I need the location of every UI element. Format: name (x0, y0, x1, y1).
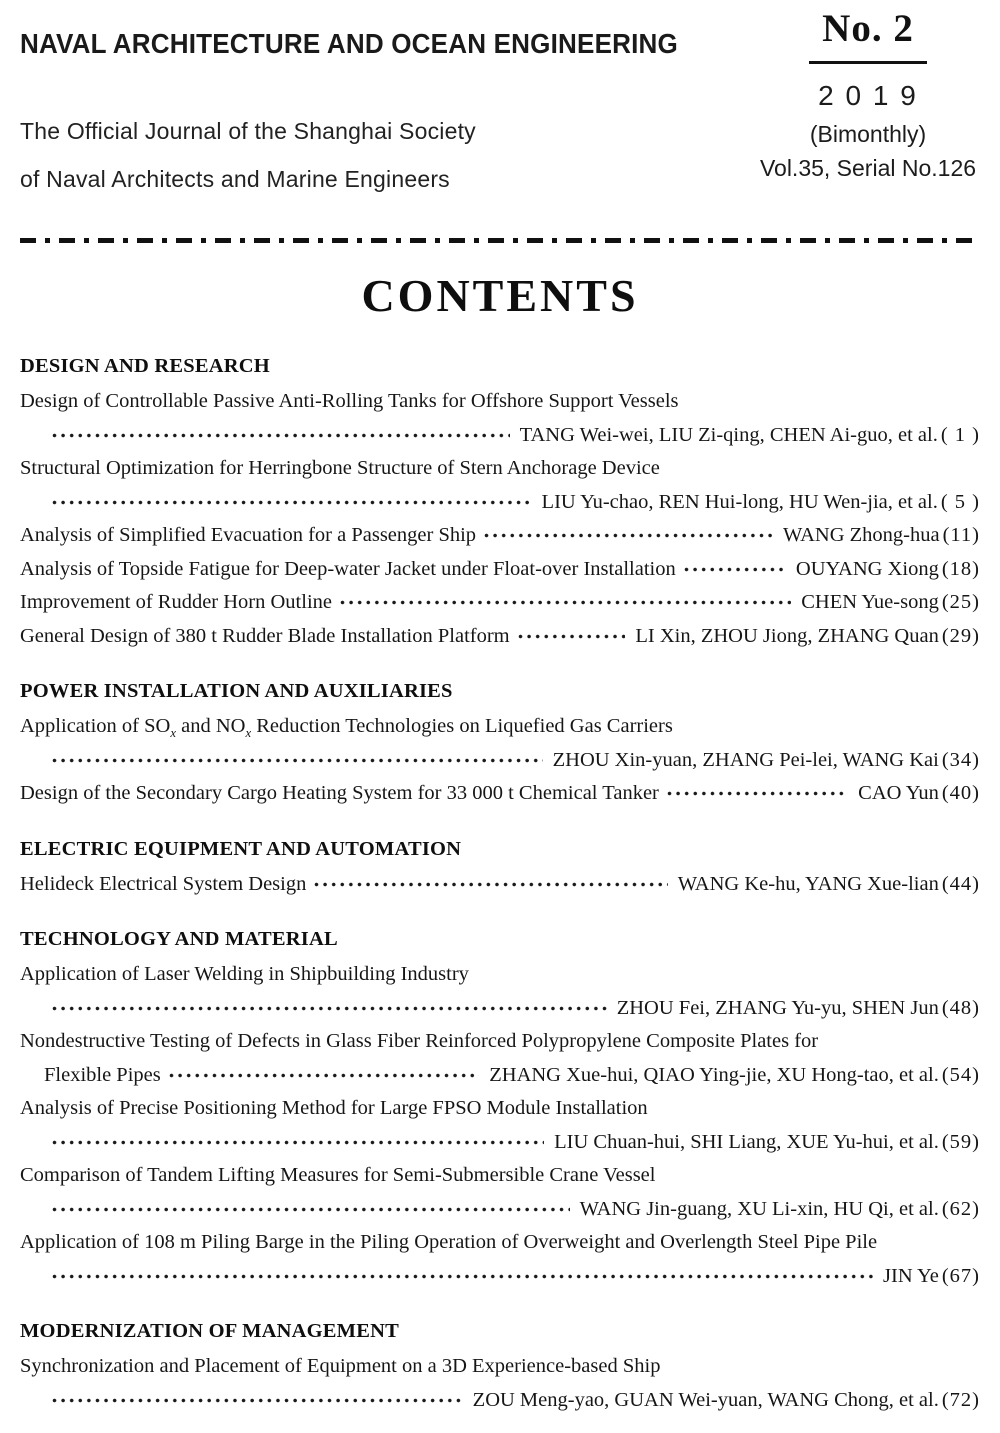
toc-entry-title-line (20, 1226, 980, 1260)
entry-page: (48) (941, 996, 980, 1019)
leader-dots (484, 533, 773, 538)
toc-entry-author-line (20, 1384, 980, 1418)
leader-dots (52, 1398, 463, 1403)
entry-title: Design of the Secondary Cargo Heating System for 33 000 t Chemical Tanker (20, 782, 659, 804)
leader-dots (314, 882, 667, 887)
leader-dots (340, 600, 791, 605)
entry-authors: WANG Zhong-hua (783, 524, 940, 546)
toc-section (20, 677, 980, 811)
toc-entry-author-line (20, 744, 980, 778)
leader-dots (52, 1140, 544, 1145)
toc-entry-title-line (20, 452, 980, 486)
entry-title: Analysis of Topside Fatigue for Deep-water Jacket under Float-over Installation (20, 557, 676, 580)
entry-page: (25) (941, 591, 980, 613)
leader-dots (667, 791, 848, 796)
entry-page: (29) (941, 624, 980, 647)
toc-entry-title-line (20, 385, 980, 419)
journal-subtitle-line1: The Official Journal of the Shanghai Society (20, 118, 476, 144)
entry-title: Synchronization and Placement of Equipment on a 3D Experience-based Ship (20, 1355, 661, 1377)
leader-dots (518, 634, 626, 639)
dash-dot-divider (20, 238, 980, 243)
entry-title: Comparison of Tandem Lifting Measures for Semi-Submersible Crane Vessel (20, 1164, 656, 1186)
toc-entry (20, 620, 980, 654)
contents-title: CONTENTS (361, 270, 639, 321)
section-heading: MODERNIZATION OF MANAGEMENT (20, 1320, 399, 1342)
toc-entry (20, 586, 980, 620)
toc-entry-author-line (20, 1126, 980, 1160)
toc-entry-author-line (20, 1260, 980, 1294)
entry-title: Application of Laser Welding in Shipbuilding Industry (20, 963, 469, 985)
entry-authors: LI Xin, ZHOU Jiong, ZHANG Quan (635, 624, 939, 647)
entry-authors: ZHANG Xue-hui, QIAO Ying-jie, XU Hong-tao, et al. (489, 1063, 939, 1086)
journal-subtitle-line2: of Naval Architects and Marine Engineers (20, 166, 450, 192)
issue-block (738, 6, 998, 182)
entry-authors: ZHOU Xin-yuan, ZHANG Pei-lei, WANG Kai (552, 748, 939, 771)
section-heading: ELECTRIC EQUIPMENT AND AUTOMATION (20, 837, 462, 860)
issue-underline (809, 61, 927, 64)
issue-number: No. 2 (822, 7, 914, 50)
leader-dots (52, 433, 510, 438)
entry-authors: LIU Chuan-hui, SHI Liang, XUE Yu-hui, et al. (554, 1130, 939, 1153)
toc-entry (20, 519, 980, 553)
entry-title: Analysis of Precise Positioning Method for Large FPSO Module Installation (20, 1097, 648, 1119)
entry-authors: ZOU Meng-yao, GUAN Wei-yuan, WANG Chong, et al. (472, 1388, 939, 1411)
entry-page: (67) (941, 1264, 980, 1287)
subscript: x (245, 726, 252, 741)
leader-dots (169, 1073, 480, 1078)
entry-authors: ZHOU Fei, ZHANG Yu-yu, SHEN Jun (616, 996, 939, 1019)
publication-year: 2 0 1 9 (818, 80, 918, 111)
toc-entry-title-line (20, 1159, 980, 1193)
entry-authors: WANG Jin-guang, XU Li-xin, HU Qi, et al. (579, 1197, 939, 1220)
toc-section (20, 1317, 980, 1417)
toc-entry (20, 777, 980, 811)
entry-title: Analysis of Simplified Evacuation for a Passenger Ship (20, 524, 477, 546)
section-heading: POWER INSTALLATION AND AUXILIARIES (20, 680, 453, 702)
leader-dots (684, 567, 786, 572)
entry-title: Improvement of Rudder Horn Outline (20, 591, 332, 613)
toc-entry (20, 553, 980, 587)
entry-title: General Design of 380 t Rudder Blade Installation Platform (20, 624, 510, 647)
entry-page: (54) (941, 1063, 980, 1086)
entry-title: Design of Controllable Passive Anti-Rolling Tanks for Offshore Support Vessels (20, 390, 679, 412)
entry-title: Nondestructive Testing of Defects in Glass Fiber Reinforced Polypropylene Composite Plates for (20, 1030, 819, 1052)
journal-title: NAVAL ARCHITECTURE AND OCEAN ENGINEERING (20, 28, 678, 59)
section-heading: DESIGN AND RESEARCH (20, 355, 270, 377)
toc-entry-author-line (20, 1193, 980, 1227)
entry-page: ( 1 ) (940, 423, 980, 446)
journal-header (20, 0, 980, 238)
entry-title: Structural Optimization for Herringbone Structure of Stern Anchorage Device (20, 457, 660, 479)
leader-dots (52, 758, 543, 763)
entry-authors: WANG Ke-hu, YANG Xue-lian (677, 872, 939, 895)
toc-entry (20, 868, 980, 902)
toc-entry-author-line (20, 486, 980, 520)
toc-entry-author-line (20, 992, 980, 1026)
leader-dots (52, 1006, 607, 1011)
toc-entry-continuation-line (20, 1059, 980, 1093)
leader-dots (52, 1207, 570, 1212)
entry-page: (44) (941, 872, 980, 895)
entry-page: (62) (941, 1197, 980, 1220)
entry-authors: CAO Yun (858, 782, 939, 804)
entry-authors: JIN Ye (883, 1264, 939, 1287)
entry-page: (11) (942, 524, 980, 546)
volume-serial: Vol.35, Serial No.126 (759, 155, 977, 181)
entry-authors: CHEN Yue-song (801, 591, 939, 613)
publication-frequency: (Bimonthly) (809, 121, 927, 147)
toc-entry-title-line (20, 1350, 980, 1384)
section-heading: TECHNOLOGY AND MATERIAL (20, 928, 338, 950)
toc-entry-title-line (20, 1025, 980, 1059)
entry-page: (59) (941, 1130, 980, 1153)
leader-dots (52, 1274, 873, 1279)
entry-title: Application of 108 m Piling Barge in the Piling Operation of Overweight and Overlength Steel Pipe Pile (20, 1231, 878, 1253)
subscript: x (170, 726, 176, 741)
toc-section (20, 835, 980, 902)
entry-authors: OUYANG Xiong (795, 557, 939, 580)
toc-entry-title-line (20, 1092, 980, 1126)
toc (20, 352, 980, 1417)
entry-page: (34) (941, 748, 980, 771)
entry-authors: TANG Wei-wei, LIU Zi-qing, CHEN Ai-guo, et al. (519, 423, 938, 446)
entry-page: ( 5 ) (940, 490, 980, 513)
entry-page: (72) (941, 1388, 980, 1411)
entry-title: Helideck Electrical System Design (20, 872, 307, 895)
toc-entry-title-line (20, 958, 980, 992)
entry-title-continued: Flexible Pipes (44, 1063, 161, 1086)
leader-dots (52, 500, 532, 505)
entry-page: (40) (941, 782, 980, 804)
entry-title: Application of $SO_x$ and $NO_x$ Reduction Technologies on Liquefied Gas Carriers (20, 715, 673, 741)
toc-section (20, 352, 980, 653)
toc-entry-author-line (20, 419, 980, 453)
toc-section (20, 925, 980, 1293)
entry-page: (18) (941, 557, 980, 580)
entry-authors: LIU Yu-chao, REN Hui-long, HU Wen-jia, et al. (541, 490, 938, 513)
toc-entry-title-line (20, 710, 980, 744)
